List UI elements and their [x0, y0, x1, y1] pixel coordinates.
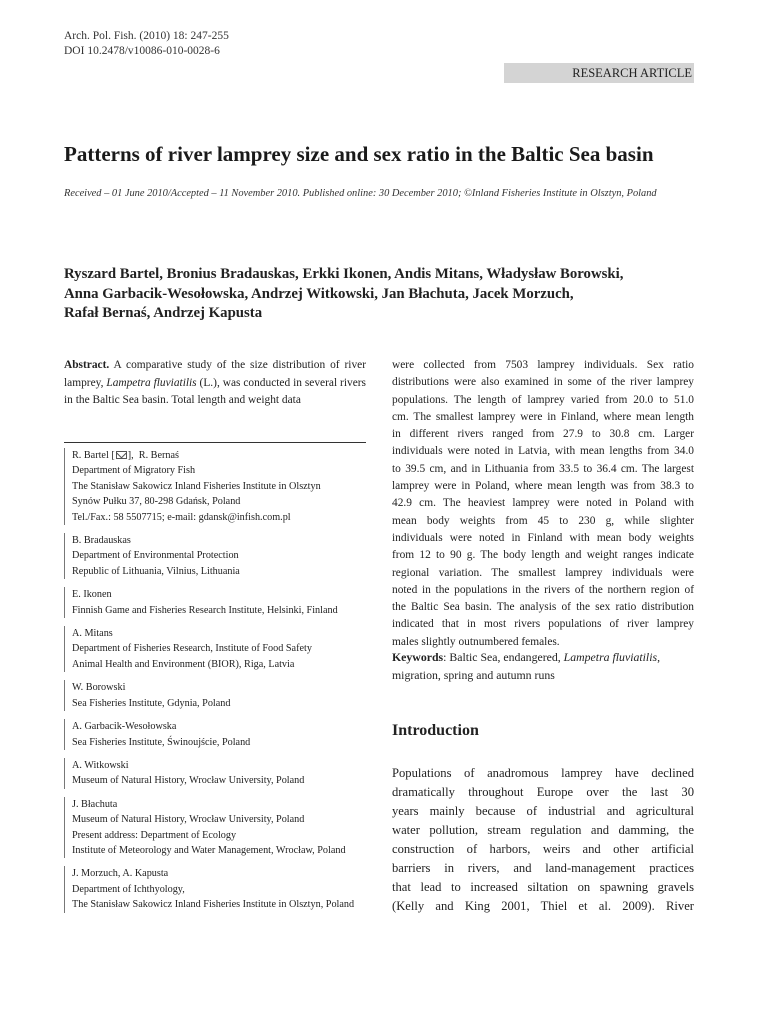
abstract-line: 42.9 cm. The heaviest lamprey were noted in Poland with	[392, 497, 694, 510]
affiliation-block	[64, 448, 374, 525]
affiliation-block	[64, 719, 374, 750]
abstract-line: from 12 to 90 g. The body length and weight ranges indicate	[392, 549, 694, 562]
body-line: water pollution, stream regulation and damming, the	[392, 823, 694, 837]
abstract-left	[64, 357, 366, 410]
body-line: barriers in rivers, and land-management practices	[392, 861, 694, 875]
affiliation-line: Department of Migratory Fish	[72, 465, 196, 477]
keywords-line: migration, spring and autumn runs	[392, 667, 555, 682]
abstract-line: individuals were noted in Latvia, with mean lengths from 34.0	[392, 445, 694, 458]
abstract-line: cm. The smallest lamprey were in Finland, where mean length	[392, 410, 694, 423]
abstract-text: (L.), was conducted in several rivers in the Baltic Sea basin. Total length and weight data	[64, 376, 366, 406]
author-name: R. Bartel	[72, 450, 109, 461]
abstract-line: in different rivers ranged from 27.9 to 30.8 cm. Larger	[392, 428, 694, 441]
journal-header	[64, 29, 229, 59]
affiliation-line: W. Borowski	[72, 682, 126, 694]
affiliation-line: Animal Health and Environment (BIOR), Riga, Latvia	[72, 658, 295, 670]
keywords	[392, 649, 694, 684]
keywords-line	[392, 649, 694, 667]
body-line: construction of harbors, weirs and other artificial	[392, 842, 694, 856]
affiliation-line: The Stanisław Sakowicz Inland Fisheries Institute in Olsztyn, Poland	[72, 899, 355, 911]
affiliation-line: J. Błachuta	[72, 798, 118, 810]
affiliation-line: Tel./Fax.: 58 5507715; e-mail: gdansk@infish.com.pl	[72, 511, 291, 523]
affiliation-line: Synów Pułku 37, 80-298 Gdańsk, Poland	[72, 496, 241, 508]
species-name: Lampetra fluviatilis	[563, 650, 658, 664]
affiliation-line: B. Bradauskas	[72, 535, 131, 547]
affiliation-line: Museum of Natural History, Wrocław University, Poland	[72, 775, 305, 787]
affiliation-line: Department of Ichthyology,	[72, 883, 185, 895]
affiliations	[64, 448, 374, 921]
abstract-line: populations. The length of lamprey varied from 20.0 to 51.0	[392, 393, 694, 406]
affiliation-line: A. Garbacik-Wesołowska	[72, 721, 177, 733]
abstract-line: individuals were noted in Finland with mean body weights	[392, 531, 694, 544]
abstract-line: regional variation. The smallest lamprey individuals were	[392, 566, 694, 579]
publication-dates: Received – 01 June 2010/Accepted – 11 November 2010. Published online: 30 December 2010; ©Inland Fisheries Institute in Olsztyn, Poland	[64, 188, 657, 199]
abstract-line: to 39.5 cm, and in Lithuania from 33.5 to 36.4 cm. The largest	[392, 462, 694, 475]
journal-doi: DOI 10.2478/v10086-010-0028-6	[64, 45, 220, 57]
affiliation-block	[64, 797, 374, 859]
body-line: years mainly because of industrial and agricultural	[392, 804, 694, 818]
body-line: Populations of anadromous lamprey have declined	[392, 766, 694, 780]
affiliation-block	[64, 587, 374, 618]
affiliation-authors: R. Bartel [ ], R. Bernaś	[72, 450, 179, 461]
article-type-banner: RESEARCH ARTICLE	[504, 63, 694, 83]
keywords-label: Keywords	[392, 650, 444, 664]
keywords-text: : Baltic Sea, endangered,	[443, 650, 564, 664]
keywords-text: ,	[657, 650, 661, 664]
author-line: Anna Garbacik-Wesołowska, Andrzej Witkowski, Jan Błachuta, Jacek Morzuch,	[64, 285, 574, 302]
journal-citation: Arch. Pol. Fish. (2010) 18: 247-255	[64, 30, 229, 42]
affiliation-line: J. Morzuch, A. Kapusta	[72, 868, 169, 880]
abstract-line: males slightly outnumbered females.	[392, 635, 560, 648]
author-list	[64, 265, 724, 324]
section-heading: Introduction	[392, 722, 479, 739]
envelope-icon	[116, 451, 127, 459]
author-line: Rafał Bernaś, Andrzej Kapusta	[64, 305, 263, 321]
affiliation-block	[64, 866, 374, 912]
body-line: dramatically throughout Europe over the last 30	[392, 785, 694, 799]
affiliation-line: Present address: Department of Ecology	[72, 829, 237, 841]
abstract-right	[392, 357, 694, 651]
paper-title: Patterns of river lamprey size and sex ratio in the Baltic Sea basin	[64, 142, 654, 166]
affiliation-line: Institute of Meteorology and Water Management, Wrocław, Poland	[72, 844, 346, 856]
affiliation-line: Museum of Natural History, Wrocław University, Poland	[72, 814, 305, 826]
abstract-line: mean body weights from 45 to 230 g, while slighter	[392, 514, 694, 527]
affiliation-line: Finnish Game and Fisheries Research Institute, Helsinki, Finland	[72, 604, 338, 616]
abstract-line: distributions were also examined in some of the river lamprey	[392, 376, 694, 389]
author-name: R. Bernaś	[138, 450, 179, 461]
affiliation-line: A. Witkowski	[72, 759, 129, 771]
abstract-line: the Baltic Sea basin. The analysis of the sex ratio distribution	[392, 601, 694, 614]
abstract-text: A comparative study of the size distribution of river lamprey,	[64, 359, 366, 389]
affiliation-line: Republic of Lithuania, Vilnius, Lithuania	[72, 565, 240, 577]
affiliation-divider	[64, 442, 366, 443]
abstract-line: noted in the populations in the rivers of the northern region of	[392, 583, 694, 596]
introduction-body	[392, 764, 694, 916]
body-line: (Kelly and King 2001, Thiel et al. 2009). River	[392, 899, 694, 913]
affiliation-line: E. Ikonen	[72, 589, 112, 601]
abstract-line: indicated that in most rivers populations of river lamprey	[392, 618, 694, 631]
author-line: Ryszard Bartel, Bronius Bradauskas, Erkki Ikonen, Andis Mitans, Władysław Borowski,	[64, 266, 624, 282]
affiliation-line: Sea Fisheries Institute, Gdynia, Poland	[72, 697, 231, 709]
affiliation-line: Department of Fisheries Research, Institute of Food Safety	[72, 643, 312, 655]
affiliation-block	[64, 533, 374, 579]
affiliation-line: The Stanisław Sakowicz Inland Fisheries Institute in Olsztyn	[72, 480, 321, 492]
abstract-line: lamprey were in Poland, where mean length was from 38.3 to	[392, 480, 694, 493]
body-line: that lead to increased siltation on spawning gravels	[392, 880, 694, 894]
affiliation-block	[64, 758, 374, 789]
affiliation-line: A. Mitans	[72, 628, 113, 640]
affiliation-line: Department of Environmental Protection	[72, 550, 239, 562]
affiliation-block	[64, 626, 374, 672]
species-name: Lampetra fluviatilis	[106, 376, 197, 389]
affiliation-block	[64, 680, 374, 711]
affiliation-line: Sea Fisheries Institute, Świnoujście, Poland	[72, 736, 251, 748]
abstract-line: were collected from 7503 lamprey individuals. Sex ratio	[392, 359, 694, 371]
abstract-label: Abstract.	[64, 359, 110, 371]
